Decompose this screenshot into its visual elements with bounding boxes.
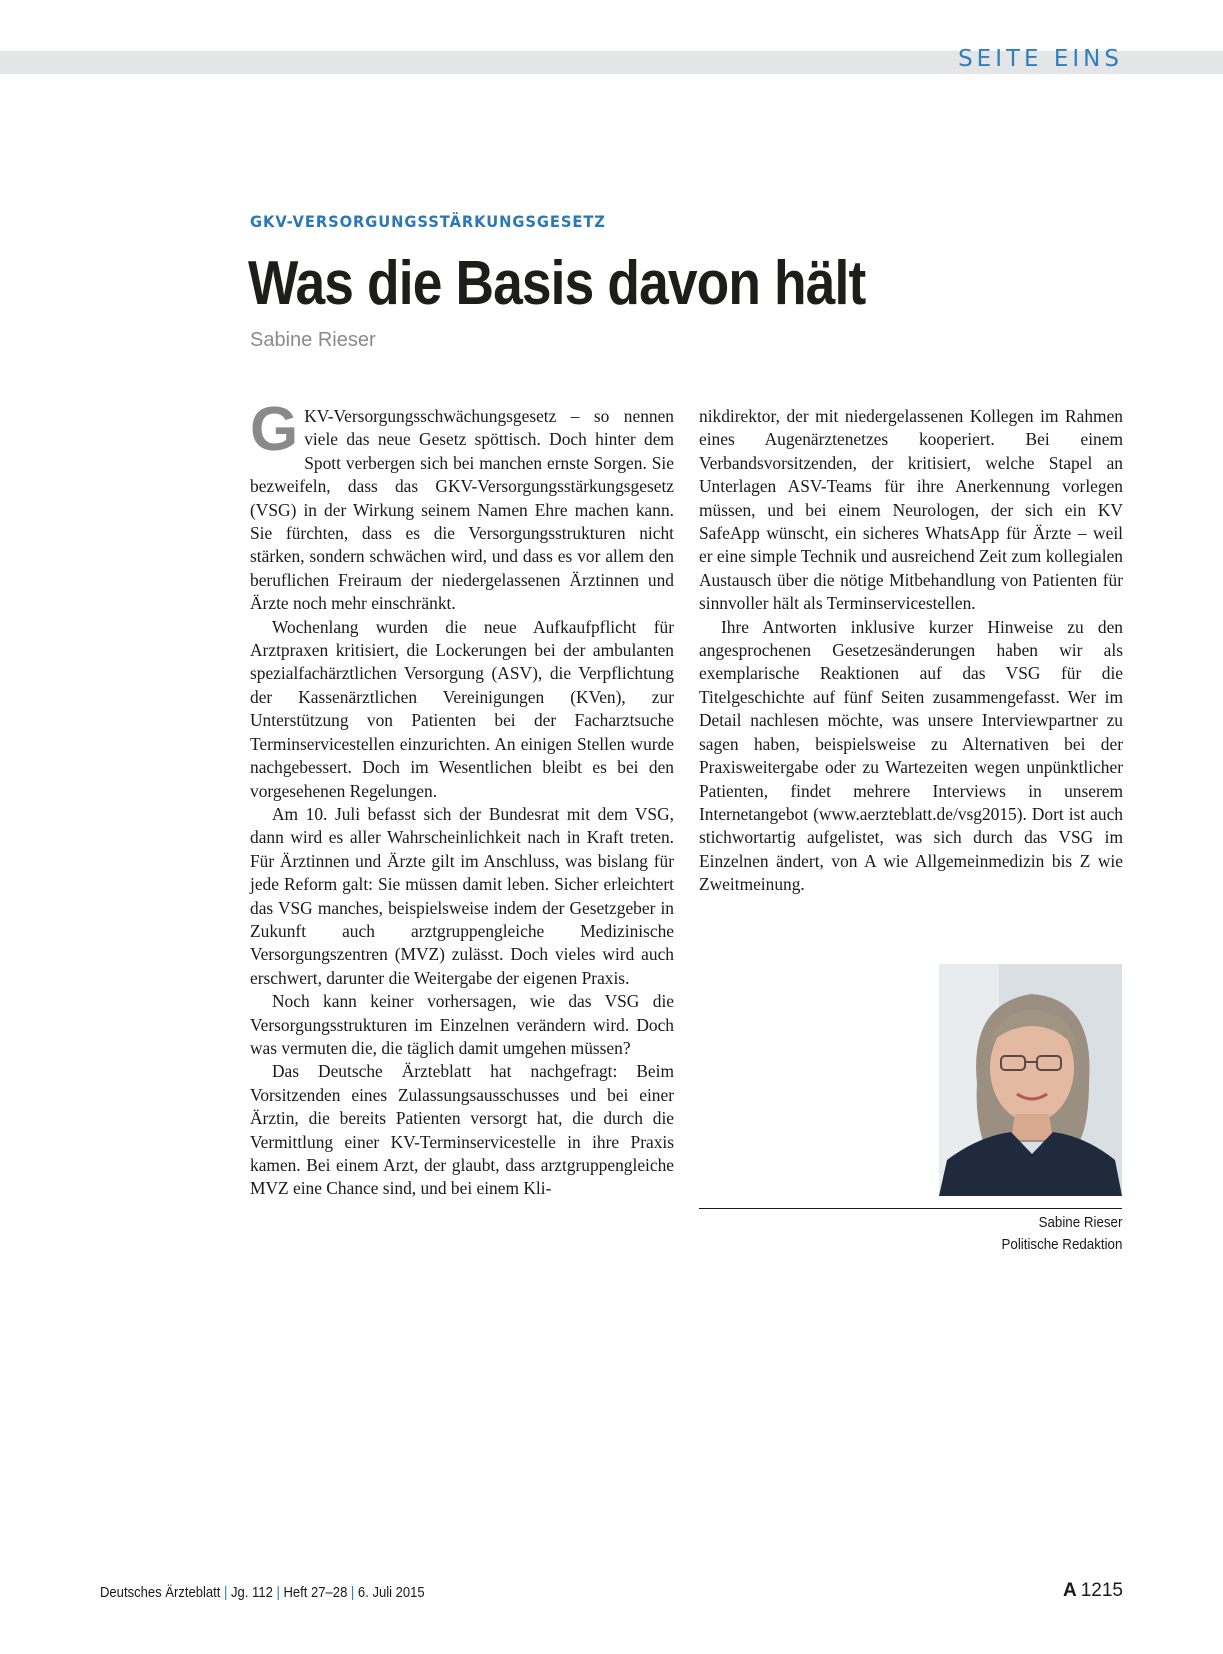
footer-journal: Deutsches Ärzteblatt	[100, 1585, 221, 1601]
footer-separator: |	[350, 1585, 355, 1601]
article-column-right	[699, 405, 1123, 897]
footer-separator: |	[276, 1585, 280, 1601]
footer-date: 6. Juli 2015	[357, 1585, 425, 1601]
paragraph-5: Das Deutsche Ärzteblatt hat nachgefragt: Beim Vorsitzenden eines Zulassungsausschusses und bei einer Ärztin, die bereits Patienten versorgt hat, die durch die Vermittlung einer KV-Terminservicestelle in ihre Praxis kamen. Bei einem Arzt, der glaubt, dass arztgruppengleiche MVZ eine Chance sind, und bei einem Kli-	[250, 1061, 674, 1199]
caption-name: Sabine Rieser	[1038, 1215, 1122, 1231]
drop-cap: G	[250, 395, 299, 464]
footer-separator: |	[224, 1585, 228, 1601]
caption-role: Politische Redaktion	[1001, 1237, 1122, 1253]
article-author: Sabine Rieser	[250, 329, 376, 351]
paragraph-4: Noch kann keiner vorhersagen, wie das VSG die Versorgungsstrukturen im Einzelnen verändern wird. Doch was vermuten die, die täglich damit umgehen müssen?	[250, 991, 674, 1058]
article-title: Was die Basis davon hält	[248, 249, 866, 318]
article-kicker: GKV-VERSORGUNGSSTÄRKUNGSGESETZ	[250, 212, 606, 231]
paragraph-1	[250, 395, 674, 616]
footer-issue: Heft 27–28	[283, 1585, 348, 1601]
footer-citation	[100, 1585, 425, 1601]
paragraph-6: nikdirektor, der mit niedergelassenen Kollegen im Rahmen eines Augenärztenetzes kooperiert. Bei einem Verbandsvorsitzenden, der kritisiert, welche Stapel an Unterlagen ASV-Teams für ihre Anerkennung vorlegen müssen, und bei einem Neurologen, der sich ein KV SafeApp wünscht, ein sicheres WhatsApp für Ärzte – weil er eine simple Technik und ausreichend Zeit zum kollegialen Austausch über die nötige Mitbehandlung von Patienten für sinnvoller hält als Terminservicestellen.	[699, 406, 1123, 614]
section-label: SEITE EINS	[958, 46, 1123, 72]
paragraph-7: Ihre Antworten inklusive kurzer Hinweise zu den angesprochenen Gesetzesänderungen haben wir als exemplarische Reaktionen auf das VSG für die Titelgeschichte auf fünf Seiten zusammengefasst. Wer im Detail nachlesen möchte, was unsere Interviewpartner zu sagen haben, beispielsweise zu Alternativen bei der Praxisweitergabe oder zu Wartezeiten wegen unpünktlicher Patienten, findet mehrere Interviews in unserem Internetangebot (www.aerzteblatt.de/vsg2015). Dort ist auch stichwortartig aufgelistet, was sich durch das VSG im Einzelnen ändert, von A wie Allgemeinmedizin bis Z wie Zweitmeinung.	[699, 616, 1123, 895]
page-number	[1063, 1580, 1123, 1602]
author-photo	[939, 964, 1122, 1196]
paragraph-2: Wochenlang wurden die neue Aufkaufpflicht für Arztpraxen kritisiert, die Lockerungen bei der ambulanten spezialfachärztlichen Versorgung (ASV), die Verpflichtung der Kassenärztlichen Vereinigungen (KVen), zur Unterstützung von Patienten bei der Facharztsuche Terminservicestellen einzurichten. An einigen Stellen wurde nachgebessert. Doch im Wesentlichen bleibt es bei den vorgesehenen Regelungen.	[250, 616, 674, 801]
photo-caption	[1001, 1212, 1122, 1256]
article-column-left	[250, 395, 674, 1201]
page-number-value: 1215	[1080, 1580, 1123, 1601]
page-prefix: A	[1062, 1580, 1077, 1601]
caption-divider	[699, 1208, 1122, 1209]
author-portrait-illustration	[939, 964, 1122, 1196]
paragraph-1-text: KV-Versorgungsschwächungsgesetz – so nennen viele das neue Gesetz spöttisch. Doch hinter dem Spott verbergen sich bei manchen ernste Sorgen. Sie bezweifeln, dass das GKV-Versorgungsstärkungsgesetz (VSG) in der Wirkung seinem Namen Ehre machen kann. Sie fürchten, dass es die Versorgungsstrukturen nicht stärken, sondern schwächen wird, und dass es vor allem den beruflichen Freiraum der niedergelassenen Ärztinnen und Ärzte noch mehr einschränkt.	[250, 406, 674, 614]
footer-volume: Jg. 112	[231, 1585, 273, 1601]
paragraph-3: Am 10. Juli befasst sich der Bundesrat mit dem VSG, dann wird es aller Wahrscheinlichkeit nach in Kraft treten. Für Ärztinnen und Ärzte gilt im Anschluss, was bislang für jede Reform galt: Sie müssen damit leben. Sicher erleichtert das VSG manches, beispielsweise indem der Gesetzgeber in Zukunft auch arztgruppengleiche Medizinische Versorgungszentren (MVZ) zulässt. Doch vieles wird auch erschwert, darunter die Weitergabe der eigenen Praxis.	[250, 803, 674, 988]
